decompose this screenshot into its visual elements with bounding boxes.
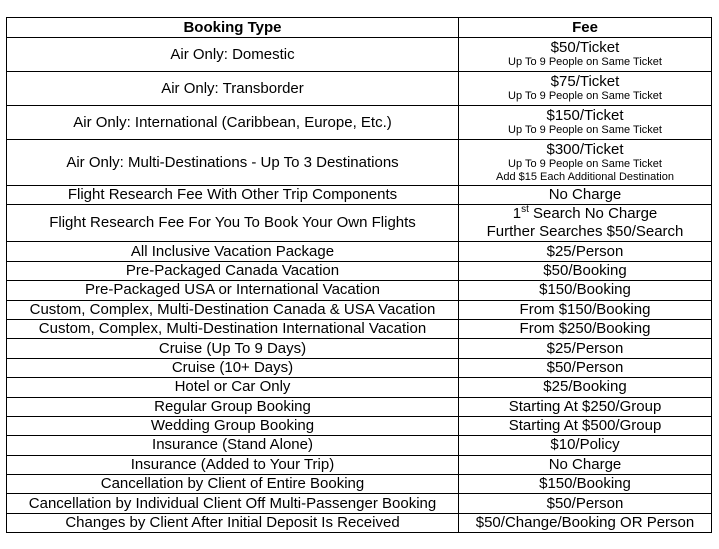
fee-cell: $25/Person (459, 339, 712, 358)
booking-type-cell: Insurance (Stand Alone) (7, 436, 459, 455)
header-fee: Fee (459, 18, 712, 38)
fee-prefix: 1 (512, 205, 522, 223)
fee-cell: $25/Booking (459, 378, 712, 397)
table-row (7, 475, 712, 494)
table-row (7, 140, 712, 186)
header-booking-type: Booking Type (7, 18, 459, 38)
fee-superscript: st (521, 204, 529, 216)
fee-cell (459, 140, 712, 186)
fee-cell (459, 38, 712, 72)
booking-type-cell: Changes by Client After Initial Deposit Is Received (7, 513, 459, 532)
booking-type-cell: Pre-Packaged USA or International Vacation (7, 281, 459, 300)
table-row (7, 205, 712, 242)
table-row (7, 261, 712, 280)
table-row (7, 72, 712, 106)
fee-cell: From $150/Booking (459, 300, 712, 319)
fee-cell: $10/Policy (459, 436, 712, 455)
booking-type-cell: Regular Group Booking (7, 397, 459, 416)
fee-cell: Starting At $250/Group (459, 397, 712, 416)
table-row (7, 106, 712, 140)
table-row (7, 339, 712, 358)
booking-type-cell: Cancellation by Client of Entire Booking (7, 475, 459, 494)
fee-cell (459, 106, 712, 140)
fee-amount: $50/Ticket (550, 39, 620, 56)
booking-type-cell: Air Only: Domestic (7, 38, 459, 72)
fee-cell: $50/Person (459, 494, 712, 513)
fee-cell: $25/Person (459, 242, 712, 261)
fee-line-1 (461, 205, 709, 223)
booking-type-cell: Flight Research Fee With Other Trip Components (7, 186, 459, 205)
fee-line-2: Further Searches $50/Search (486, 223, 684, 241)
fee-note: Up To 9 People on Same Ticket (508, 90, 662, 102)
booking-type-cell: Air Only: Transborder (7, 72, 459, 106)
booking-type-cell: Air Only: Multi-Destinations - Up To 3 Destinations (7, 140, 459, 186)
table-row (7, 281, 712, 300)
fee-cell: $150/Booking (459, 475, 712, 494)
booking-type-cell: Cruise (Up To 9 Days) (7, 339, 459, 358)
table-row (7, 242, 712, 261)
fee-cell: $50/Change/Booking OR Person (459, 513, 712, 532)
fee-note: Up To 9 People on Same Ticket (508, 56, 662, 68)
table-row (7, 319, 712, 338)
fee-cell: $50/Booking (459, 261, 712, 280)
table-row (7, 416, 712, 435)
table-row (7, 494, 712, 513)
table-row (7, 186, 712, 205)
booking-type-cell: Custom, Complex, Multi-Destination Canada & USA Vacation (7, 300, 459, 319)
booking-fee-table (6, 17, 712, 533)
fee-cell: From $250/Booking (459, 319, 712, 338)
table-row (7, 397, 712, 416)
table-header-row (7, 18, 712, 38)
booking-type-cell: Air Only: International (Caribbean, Europe, Etc.) (7, 106, 459, 140)
fee-cell (459, 205, 712, 242)
booking-type-cell: Hotel or Car Only (7, 378, 459, 397)
fee-amount: $300/Ticket (546, 140, 624, 158)
table-row (7, 513, 712, 532)
booking-type-cell: Pre-Packaged Canada Vacation (7, 261, 459, 280)
booking-type-cell: Cancellation by Individual Client Off Multi-Passenger Booking (7, 494, 459, 513)
fee-cell: $150/Booking (459, 281, 712, 300)
table-row (7, 300, 712, 319)
booking-type-cell: Cruise (10+ Days) (7, 358, 459, 377)
table-row (7, 38, 712, 72)
fee-amount: $150/Ticket (546, 107, 624, 124)
fee-note-extra: Add $15 Each Additional Destination (496, 170, 674, 183)
booking-type-cell: Insurance (Added to Your Trip) (7, 455, 459, 474)
fee-note: Up To 9 People on Same Ticket (508, 124, 662, 136)
fee-cell: Starting At $500/Group (459, 416, 712, 435)
table-row (7, 358, 712, 377)
booking-type-cell: All Inclusive Vacation Package (7, 242, 459, 261)
fee-cell (459, 72, 712, 106)
fee-note: Up To 9 People on Same Ticket (508, 157, 662, 170)
fee-suffix: Search No Charge (528, 205, 658, 223)
booking-type-cell: Flight Research Fee For You To Book Your Own Flights (7, 205, 459, 242)
table-row (7, 436, 712, 455)
table-row (7, 455, 712, 474)
fee-cell: No Charge (459, 455, 712, 474)
fee-cell: $50/Person (459, 358, 712, 377)
fee-cell: No Charge (459, 186, 712, 205)
table-row (7, 378, 712, 397)
fee-amount: $75/Ticket (550, 73, 620, 90)
booking-type-cell: Wedding Group Booking (7, 416, 459, 435)
booking-type-cell: Custom, Complex, Multi-Destination International Vacation (7, 319, 459, 338)
